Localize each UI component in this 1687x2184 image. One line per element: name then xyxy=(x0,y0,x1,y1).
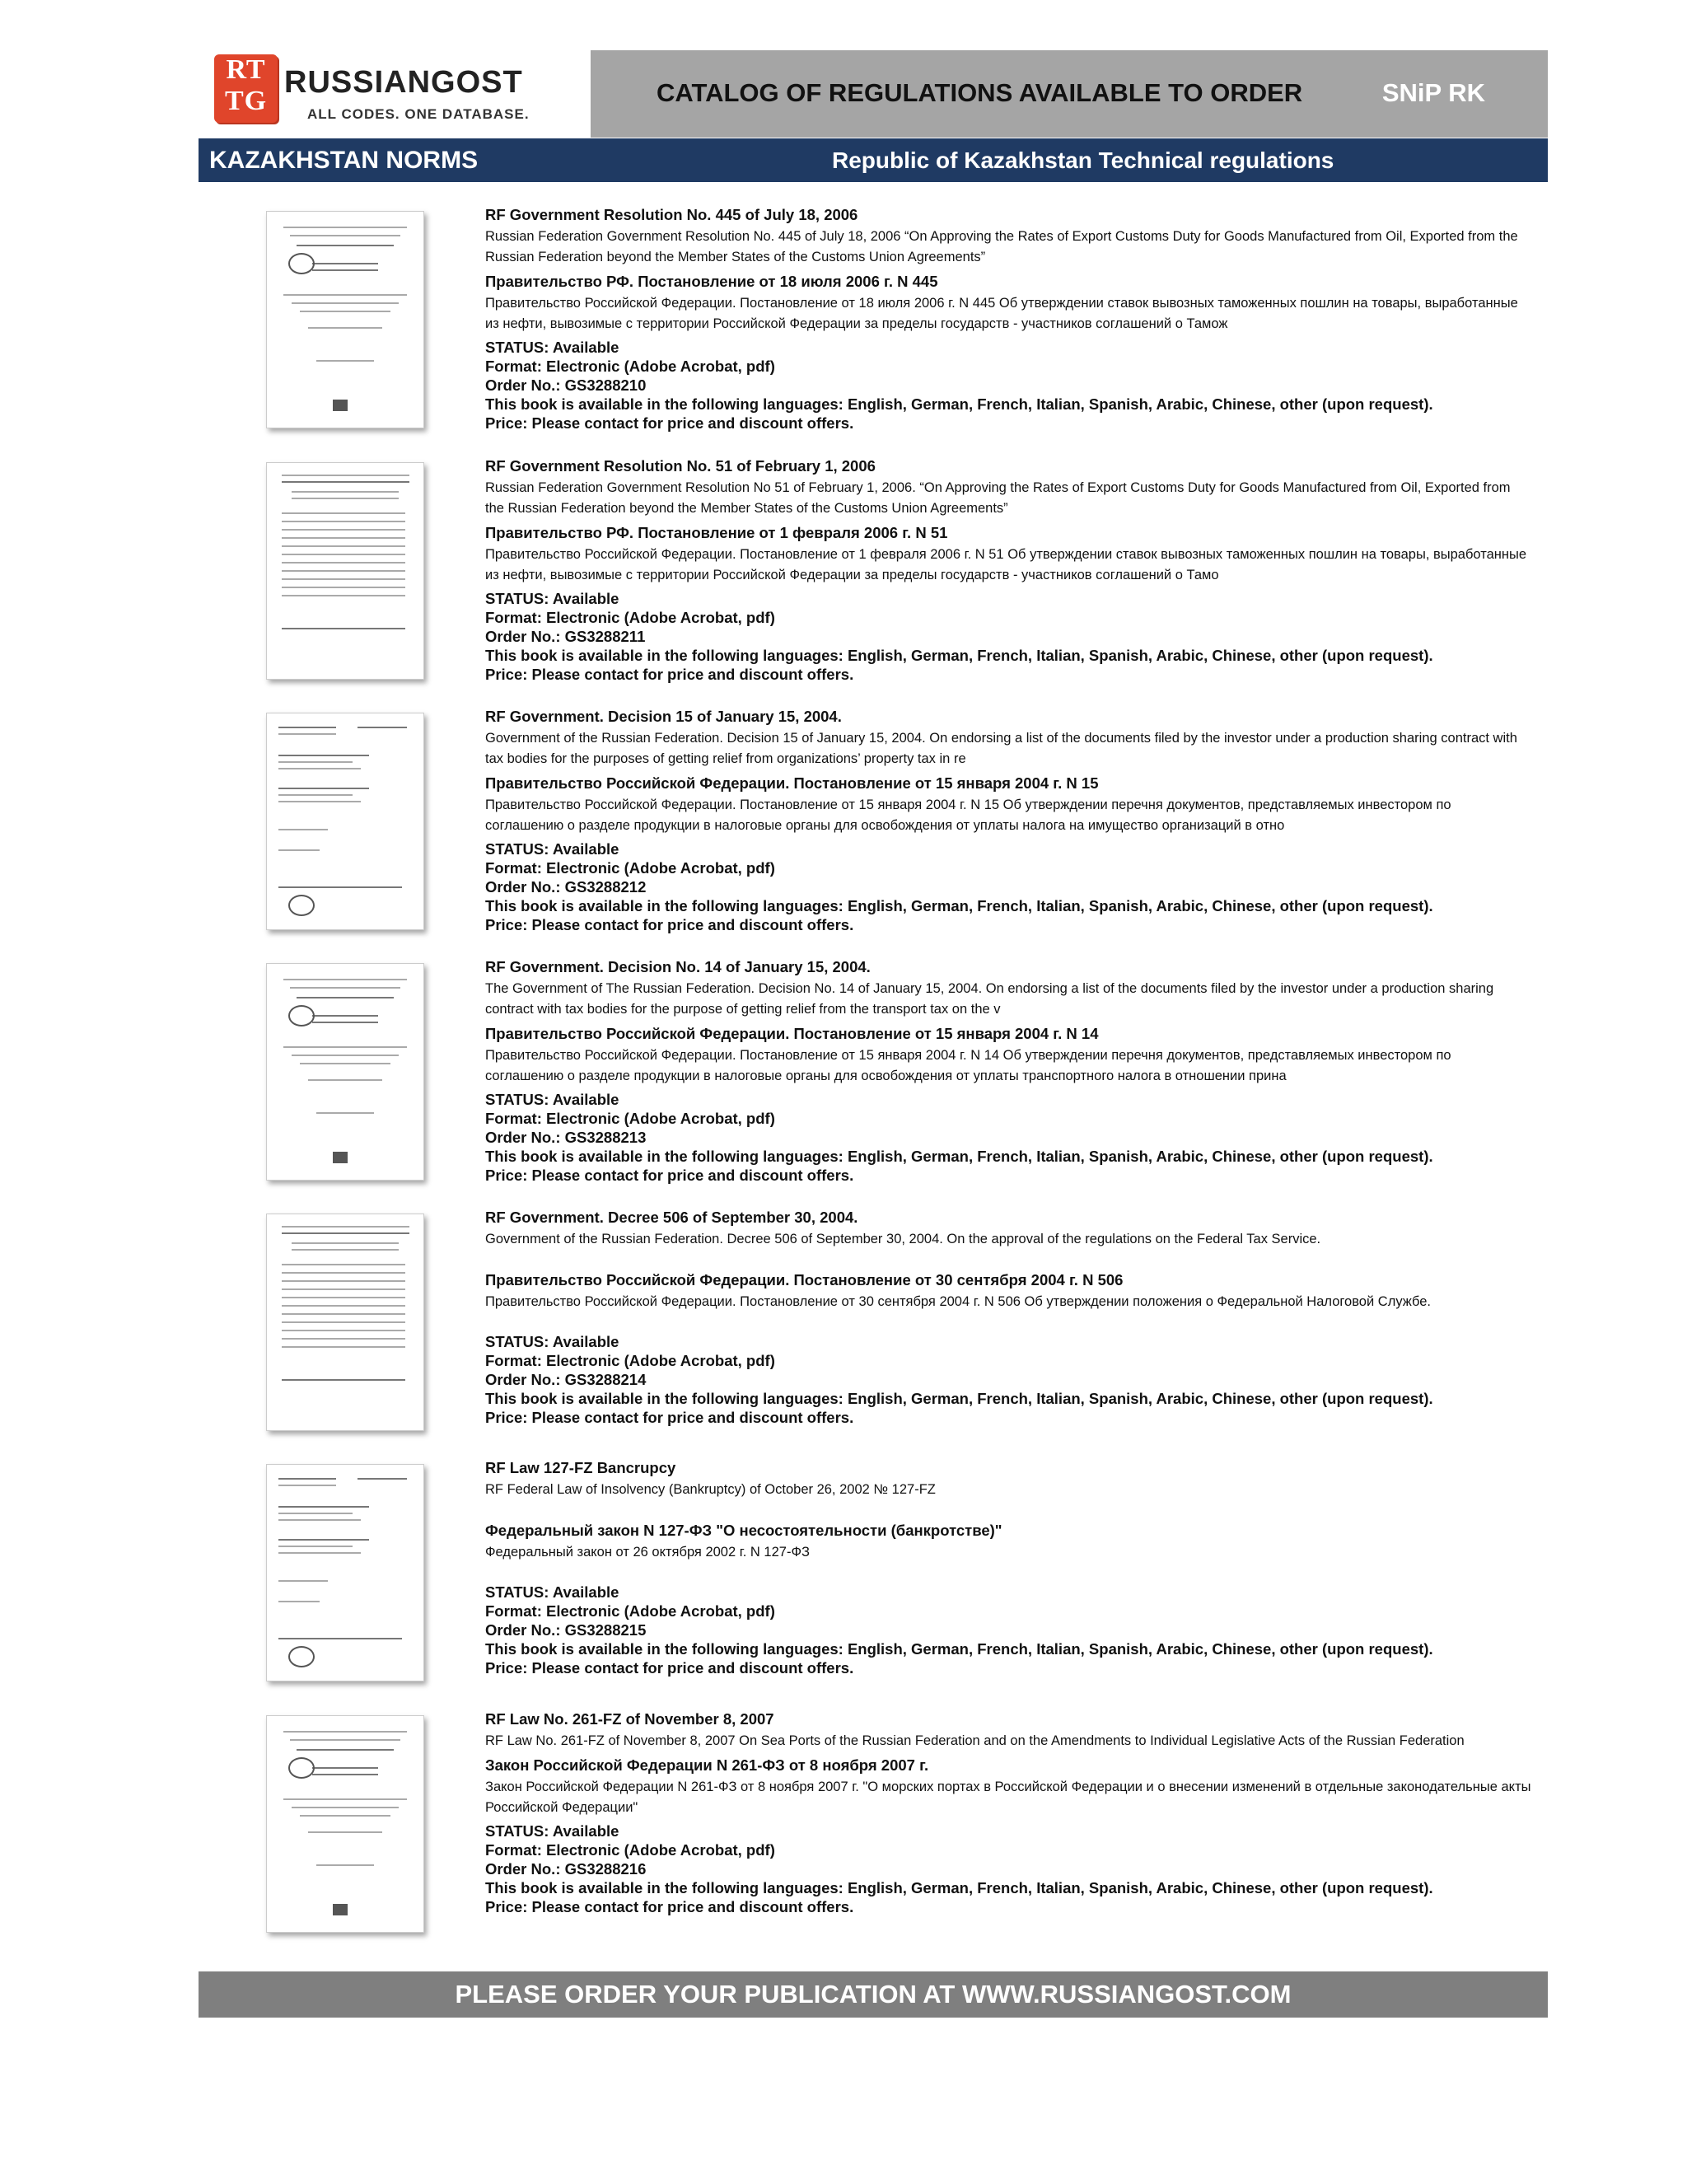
entry-title-ru: Правительство РФ. Постановление от 18 июля 2006 г. N 445 xyxy=(485,273,938,290)
entry-format xyxy=(485,858,1531,877)
entry-description-en: The Government of The Russian Federation. Decision No. 14 of January 15, 2004. On endorsing a list of the documents filed by the investor under a production sharing contract with tax bodies for the purpose of getting relief from the transport tax on the v xyxy=(485,981,1494,1017)
entry-status xyxy=(485,338,1531,357)
cover-text-line xyxy=(283,294,407,296)
cover-text-line xyxy=(283,979,407,980)
cover-text-line xyxy=(278,849,320,851)
format-value: Electronic (Adobe Acrobat, pdf) xyxy=(546,1602,775,1620)
format-label: Format: xyxy=(485,1110,546,1127)
entry-languages: This book is available in the following languages: English, German, French, Italian, Spanish, Arabic, Chinese, other (upon request). xyxy=(485,897,1433,914)
entry-title-ru: Правительство РФ. Постановление от 1 февраля 2006 г. N 51 xyxy=(485,524,948,541)
order-value: GS3288210 xyxy=(564,376,647,394)
cover-text-line xyxy=(312,1774,378,1775)
publisher-mark-icon xyxy=(333,400,348,411)
entry-title-ru: Федеральный закон N 127-ФЗ "О несостоятельности (банкротстве)" xyxy=(485,1522,1002,1539)
entry-description-en: RF Law No. 261-FZ of November 8, 2007 On Sea Ports of the Russian Federation and on the Amendments to Individual Legislative Acts of the Russian Federation xyxy=(485,1733,1465,1748)
entry-format xyxy=(485,357,1531,376)
cover-text-line xyxy=(278,886,402,888)
order-label: Order No.: xyxy=(485,1129,565,1146)
entry-status xyxy=(485,1090,1531,1109)
entry-text xyxy=(485,706,1531,934)
cover-text-line xyxy=(282,521,405,522)
entry-description-ru: Правительство Российской Федерации. Постановление от 15 января 2004 г. N 14 Об утверждении перечня документов, представляемых инвестором по соглашению о разделе продукции в налоговые органы для освобождения от уплаты транспортного налога в отношении прина xyxy=(485,1048,1451,1083)
entry-title-en[interactable]: RF Government Resolution No. 445 of July 18, 2006 xyxy=(485,206,858,223)
cover-text-line xyxy=(278,1580,328,1582)
entry-price: Price: Please contact for price and discount offers. xyxy=(485,1659,854,1677)
order-label: Order No.: xyxy=(485,628,565,645)
cover-text-line xyxy=(278,794,353,796)
cover-text-line xyxy=(282,1288,405,1290)
cover-text-line xyxy=(278,768,361,769)
entry-format xyxy=(485,608,1531,627)
cover-text-line xyxy=(292,1807,399,1808)
cover-text-line xyxy=(290,1739,400,1741)
publisher-mark-icon xyxy=(333,1152,348,1163)
cover-text-line xyxy=(316,360,374,362)
entry-description-ru: Закон Российской Федерации N 261-ФЗ от 8 ноября 2007 г. "О морских портах в Российской Федерации и о внесении изменений в отдельные законодательные акты Российской Федерации" xyxy=(485,1779,1531,1815)
cover-text-line xyxy=(278,1601,320,1602)
format-label: Format: xyxy=(485,1352,546,1369)
cover-text-line xyxy=(282,1280,405,1282)
entry-price: Price: Please contact for price and discount offers. xyxy=(485,1409,854,1426)
entry-languages: This book is available in the following languages: English, German, French, Italian, Spanish, Arabic, Chinese, other (upon request). xyxy=(485,395,1433,413)
cover-text-line xyxy=(278,1638,402,1639)
cover-text-line xyxy=(278,1546,353,1547)
cover-text-line xyxy=(297,245,394,246)
entry-text xyxy=(485,1207,1531,1427)
order-value: GS3288214 xyxy=(564,1371,647,1388)
cover-text-line xyxy=(282,562,405,564)
format-value: Electronic (Adobe Acrobat, pdf) xyxy=(546,609,775,626)
cover-text-line xyxy=(300,1063,390,1064)
cover-text-line xyxy=(290,987,400,989)
entry-text xyxy=(485,956,1531,1185)
cover-text-line xyxy=(282,1338,405,1340)
entry-format xyxy=(485,1602,1531,1620)
standard-emblem-icon xyxy=(288,1005,315,1027)
entry-title-ru: Правительство Российской Федерации. Постановление от 15 января 2004 г. N 14 xyxy=(485,1025,1099,1042)
cover-text-line xyxy=(308,1079,382,1081)
logo-mark-icon xyxy=(214,54,278,123)
format-label: Format: xyxy=(485,1841,546,1859)
cover-text-line xyxy=(282,1297,405,1298)
entry-title-en[interactable]: RF Government. Decree 506 of September 30, 2004. xyxy=(485,1209,858,1226)
section-band xyxy=(199,138,1548,182)
entry-title-en[interactable]: RF Law No. 261-FZ of November 8, 2007 xyxy=(485,1710,774,1728)
status-label: STATUS: xyxy=(485,1091,553,1108)
entry-description-ru: Правительство Российской Федерации. Постановление от 30 сентября 2004 г. N 506 Об утверждении положения о Федеральной Налоговой Службе. xyxy=(485,1294,1432,1309)
format-value: Electronic (Adobe Acrobat, pdf) xyxy=(546,859,775,877)
order-footer[interactable]: PLEASE ORDER YOUR PUBLICATION AT WWW.RUSSIANGOST.COM xyxy=(199,1971,1548,2018)
cover-text-line xyxy=(282,1346,405,1348)
entry-description-ru: Правительство Российской Федерации. Постановление от 18 июля 2006 г. N 445 Об утверждении ставок вывозных таможенных пошлин на товары, выработанные из нефти, вывозимые с территории Российской Федерации за пределы государств - участников соглашений о Тамож xyxy=(485,296,1518,331)
entry-format xyxy=(485,1840,1531,1859)
format-value: Electronic (Adobe Acrobat, pdf) xyxy=(546,1841,775,1859)
cover-text-line xyxy=(282,475,409,476)
standard-emblem-icon xyxy=(288,1757,315,1779)
logo-mark-top: RT xyxy=(226,54,266,85)
status-value: Available xyxy=(552,590,619,607)
cover-text-line xyxy=(283,1046,407,1048)
entry-text xyxy=(485,456,1531,684)
cover-text-line xyxy=(278,1539,369,1541)
cover-text-line xyxy=(282,545,405,547)
order-label: Order No.: xyxy=(485,878,565,896)
order-value: GS3288211 xyxy=(564,628,646,645)
cover-text-line xyxy=(282,554,405,555)
entry-description-en: Government of the Russian Federation. Decree 506 of September 30, 2004. On the approval of the regulations on the Federal Tax Service. xyxy=(485,1232,1321,1246)
cover-text-line xyxy=(292,1055,399,1056)
cover-text-line xyxy=(282,512,405,514)
cover-text-line xyxy=(283,1731,407,1733)
format-value: Electronic (Adobe Acrobat, pdf) xyxy=(546,358,775,375)
format-value: Electronic (Adobe Acrobat, pdf) xyxy=(546,1352,775,1369)
order-label: Order No.: xyxy=(485,1371,565,1388)
document-cover-thumbnail[interactable] xyxy=(266,1464,424,1681)
status-label: STATUS: xyxy=(485,1583,553,1601)
entry-languages: This book is available in the following languages: English, German, French, Italian, Spanish, Arabic, Chinese, other (upon request). xyxy=(485,1879,1433,1896)
entry-title-ru: Правительство Российской Федерации. Постановление от 30 сентября 2004 г. N 506 xyxy=(485,1271,1124,1288)
entry-status xyxy=(485,1822,1531,1840)
logo-name: RUSSIANGOST xyxy=(284,65,523,100)
document-cover-thumbnail[interactable] xyxy=(266,713,424,930)
order-label: Order No.: xyxy=(485,1860,565,1878)
cover-text-line xyxy=(282,1305,405,1307)
entry-description-ru: Правительство Российской Федерации. Постановление от 15 января 2004 г. N 15 Об утверждении перечня документов, представляемых инвестором по соглашению о разделе продукции в налоговые органы для освобождения от уплаты налога на имущество организаций в отно xyxy=(485,797,1451,833)
entry-status xyxy=(485,839,1531,858)
entry-price: Price: Please contact for price and discount offers. xyxy=(485,414,854,432)
cover-text-line xyxy=(282,481,409,483)
cover-text-line xyxy=(292,491,399,493)
entry-order-number xyxy=(485,376,1531,395)
cover-text-line xyxy=(297,997,394,998)
cover-text-line xyxy=(278,733,336,735)
section-subtitle: Republic of Kazakhstan Technical regulations xyxy=(832,147,1334,173)
cover-text-line xyxy=(278,1552,361,1554)
format-value: Electronic (Adobe Acrobat, pdf) xyxy=(546,1110,775,1127)
document-cover-thumbnail[interactable] xyxy=(266,963,424,1181)
entry-status xyxy=(485,1583,1531,1602)
order-value: GS3288212 xyxy=(564,878,647,896)
entry-order-number xyxy=(485,877,1531,896)
standard-emblem-icon xyxy=(288,253,315,274)
entry-languages: This book is available in the following languages: English, German, French, Italian, Spanish, Arabic, Chinese, other (upon request). xyxy=(485,1390,1433,1407)
entry-price: Price: Please contact for price and discount offers. xyxy=(485,916,854,933)
entry-text xyxy=(485,1709,1531,1916)
status-label: STATUS: xyxy=(485,339,553,356)
cover-text-line xyxy=(282,1330,405,1331)
cover-text-line xyxy=(312,1767,378,1769)
entry-text xyxy=(485,1457,1531,1677)
entry-text xyxy=(485,204,1531,433)
standard-emblem-icon xyxy=(288,1646,315,1667)
publisher-mark-icon xyxy=(333,1904,348,1915)
format-label: Format: xyxy=(485,859,546,877)
cover-text-line xyxy=(282,1272,405,1274)
entry-description-en: Russian Federation Government Resolution No. 445 of July 18, 2006 “On Approving the Rates of Export Customs Duty for Goods Manufactured from Oil, Exported from the Russian Federation beyond the Member States of the Customs Union Agreements” xyxy=(485,229,1518,264)
entry-languages: This book is available in the following languages: English, German, French, Italian, Spanish, Arabic, Chinese, other (upon request). xyxy=(485,1640,1433,1658)
cover-text-line xyxy=(290,235,400,236)
order-value: GS3288215 xyxy=(564,1621,647,1639)
entry-description-ru: Правительство Российской Федерации. Постановление от 1 февраля 2006 г. N 51 Об утверждении ставок вывозных таможенных пошлин на товары, выработанные из нефти, вывозимые с территории Российской Федерации за пределы государств - участников соглашений о Тамо xyxy=(485,547,1527,582)
standard-emblem-icon xyxy=(288,895,315,916)
status-value: Available xyxy=(552,1333,619,1350)
cover-text-line xyxy=(312,263,378,264)
cover-text-line xyxy=(282,1232,409,1234)
cover-text-line xyxy=(282,529,405,531)
entry-status xyxy=(485,589,1531,608)
status-label: STATUS: xyxy=(485,590,553,607)
cover-text-line xyxy=(282,570,405,572)
cover-text-line xyxy=(278,1519,361,1521)
cover-text-line xyxy=(357,727,407,728)
entry-title-en[interactable]: RF Government. Decision No. 14 of January 15, 2004. xyxy=(485,958,871,975)
entry-description-ru: Федеральный закон от 26 октября 2002 г. N 127-ФЗ xyxy=(485,1545,810,1560)
entry-status xyxy=(485,1332,1531,1351)
cover-text-line xyxy=(282,1321,405,1323)
status-value: Available xyxy=(552,840,619,858)
cover-text-line xyxy=(282,1313,405,1315)
entry-description-en: Government of the Russian Federation. Decision 15 of January 15, 2004. On endorsing a list of the documents filed by the investor under a production sharing contract with tax bodies for the purposes of getting relief from organizations’ property tax in re xyxy=(485,731,1517,766)
cover-text-line xyxy=(292,1249,399,1251)
entry-title-en[interactable]: RF Government. Decision 15 of January 15, 2004. xyxy=(485,708,842,725)
spacer xyxy=(485,1504,1531,1520)
cover-text-line xyxy=(282,628,405,629)
cover-text-line xyxy=(282,578,405,580)
status-value: Available xyxy=(552,339,619,356)
order-label: Order No.: xyxy=(485,1621,565,1639)
format-label: Format: xyxy=(485,358,546,375)
cover-text-line xyxy=(278,727,336,728)
cover-text-line xyxy=(292,498,399,499)
document-cover-thumbnail[interactable] xyxy=(266,462,424,680)
logo-mark-bottom: TG xyxy=(224,86,268,116)
entry-order-number xyxy=(485,627,1531,646)
entry-order-number xyxy=(485,1620,1531,1639)
status-value: Available xyxy=(552,1822,619,1840)
cover-text-line xyxy=(282,595,405,596)
cover-text-line xyxy=(312,1022,378,1023)
entry-format xyxy=(485,1109,1531,1128)
entry-languages: This book is available in the following languages: English, German, French, Italian, Spanish, Arabic, Chinese, other (upon request). xyxy=(485,1148,1433,1165)
entry-description-en: RF Federal Law of Insolvency (Bankruptcy) of October 26, 2002 № 127-FZ xyxy=(485,1482,936,1497)
cover-text-line xyxy=(278,1513,353,1514)
cover-text-line xyxy=(278,1478,336,1480)
document-cover-thumbnail[interactable] xyxy=(266,211,424,428)
cover-text-line xyxy=(278,761,353,763)
cover-text-line xyxy=(308,1831,382,1833)
cover-text-line xyxy=(297,1749,394,1751)
cover-text-line xyxy=(292,1242,399,1244)
spacer xyxy=(485,1253,1531,1270)
cover-text-line xyxy=(282,1264,405,1265)
cover-text-line xyxy=(282,1226,409,1228)
cover-text-line xyxy=(282,537,405,539)
cover-text-line xyxy=(316,1864,374,1866)
cover-text-line xyxy=(312,269,378,271)
status-label: STATUS: xyxy=(485,840,553,858)
entry-order-number xyxy=(485,1370,1531,1389)
status-label: STATUS: xyxy=(485,1822,553,1840)
cover-text-line xyxy=(278,1485,336,1486)
cover-text-line xyxy=(300,1815,390,1817)
logo-tagline: ALL CODES. ONE DATABASE. xyxy=(307,106,530,122)
catalog-title: CATALOG OF REGULATIONS AVAILABLE TO ORDER xyxy=(657,78,1303,107)
cover-text-line xyxy=(283,227,407,228)
entry-order-number xyxy=(485,1859,1531,1878)
order-value: GS3288216 xyxy=(564,1860,647,1878)
spacer xyxy=(485,1316,1531,1332)
cover-text-line xyxy=(300,311,390,312)
cover-text-line xyxy=(278,1506,369,1508)
entry-languages: This book is available in the following languages: English, German, French, Italian, Spanish, Arabic, Chinese, other (upon request). xyxy=(485,647,1433,664)
entry-price: Price: Please contact for price and discount offers. xyxy=(485,1898,854,1915)
cover-text-line xyxy=(316,1112,374,1114)
cover-text-line xyxy=(312,1015,378,1017)
status-value: Available xyxy=(552,1091,619,1108)
status-label: STATUS: xyxy=(485,1333,553,1350)
entry-price: Price: Please contact for price and discount offers. xyxy=(485,1167,854,1184)
status-value: Available xyxy=(552,1583,619,1601)
order-label: Order No.: xyxy=(485,376,565,394)
logo[interactable] xyxy=(199,50,591,138)
series-label: SNiP RK xyxy=(1381,78,1485,107)
cover-text-line xyxy=(278,829,328,830)
format-label: Format: xyxy=(485,609,546,626)
cover-text-line xyxy=(278,755,369,756)
order-value: GS3288213 xyxy=(564,1129,647,1146)
cover-text-line xyxy=(308,327,382,329)
section-title: KAZAKHSTAN NORMS xyxy=(209,147,479,174)
format-label: Format: xyxy=(485,1602,546,1620)
entry-order-number xyxy=(485,1128,1531,1147)
catalog-header-bar xyxy=(591,50,1548,138)
entry-title-ru: Закон Российской Федерации N 261-ФЗ от 8 ноября 2007 г. xyxy=(485,1756,929,1774)
document-cover-thumbnail[interactable] xyxy=(266,1715,424,1933)
document-cover-thumbnail[interactable] xyxy=(266,1214,424,1431)
cover-text-line xyxy=(283,1798,407,1800)
cover-text-line xyxy=(282,1379,405,1381)
cover-text-line xyxy=(278,788,369,789)
cover-text-line xyxy=(282,587,405,588)
entry-price: Price: Please contact for price and discount offers. xyxy=(485,666,854,683)
spacer xyxy=(485,1566,1531,1583)
cover-text-line xyxy=(278,801,361,802)
entry-format xyxy=(485,1351,1531,1370)
entry-title-ru: Правительство Российской Федерации. Постановление от 15 января 2004 г. N 15 xyxy=(485,774,1099,792)
entry-title-en[interactable]: RF Law 127-FZ Bancrupcy xyxy=(485,1459,676,1476)
entry-title-en[interactable]: RF Government Resolution No. 51 of February 1, 2006 xyxy=(485,457,876,475)
cover-text-line xyxy=(357,1478,407,1480)
entry-description-en: Russian Federation Government Resolution No 51 of February 1, 2006. “On Approving the Rates of Export Customs Duty for Goods Manufactured from Oil, Exported from the Russian Federation beyond the Member States of the Customs Union Agreements” xyxy=(485,480,1511,516)
page-header xyxy=(199,50,1548,138)
cover-text-line xyxy=(292,302,399,304)
